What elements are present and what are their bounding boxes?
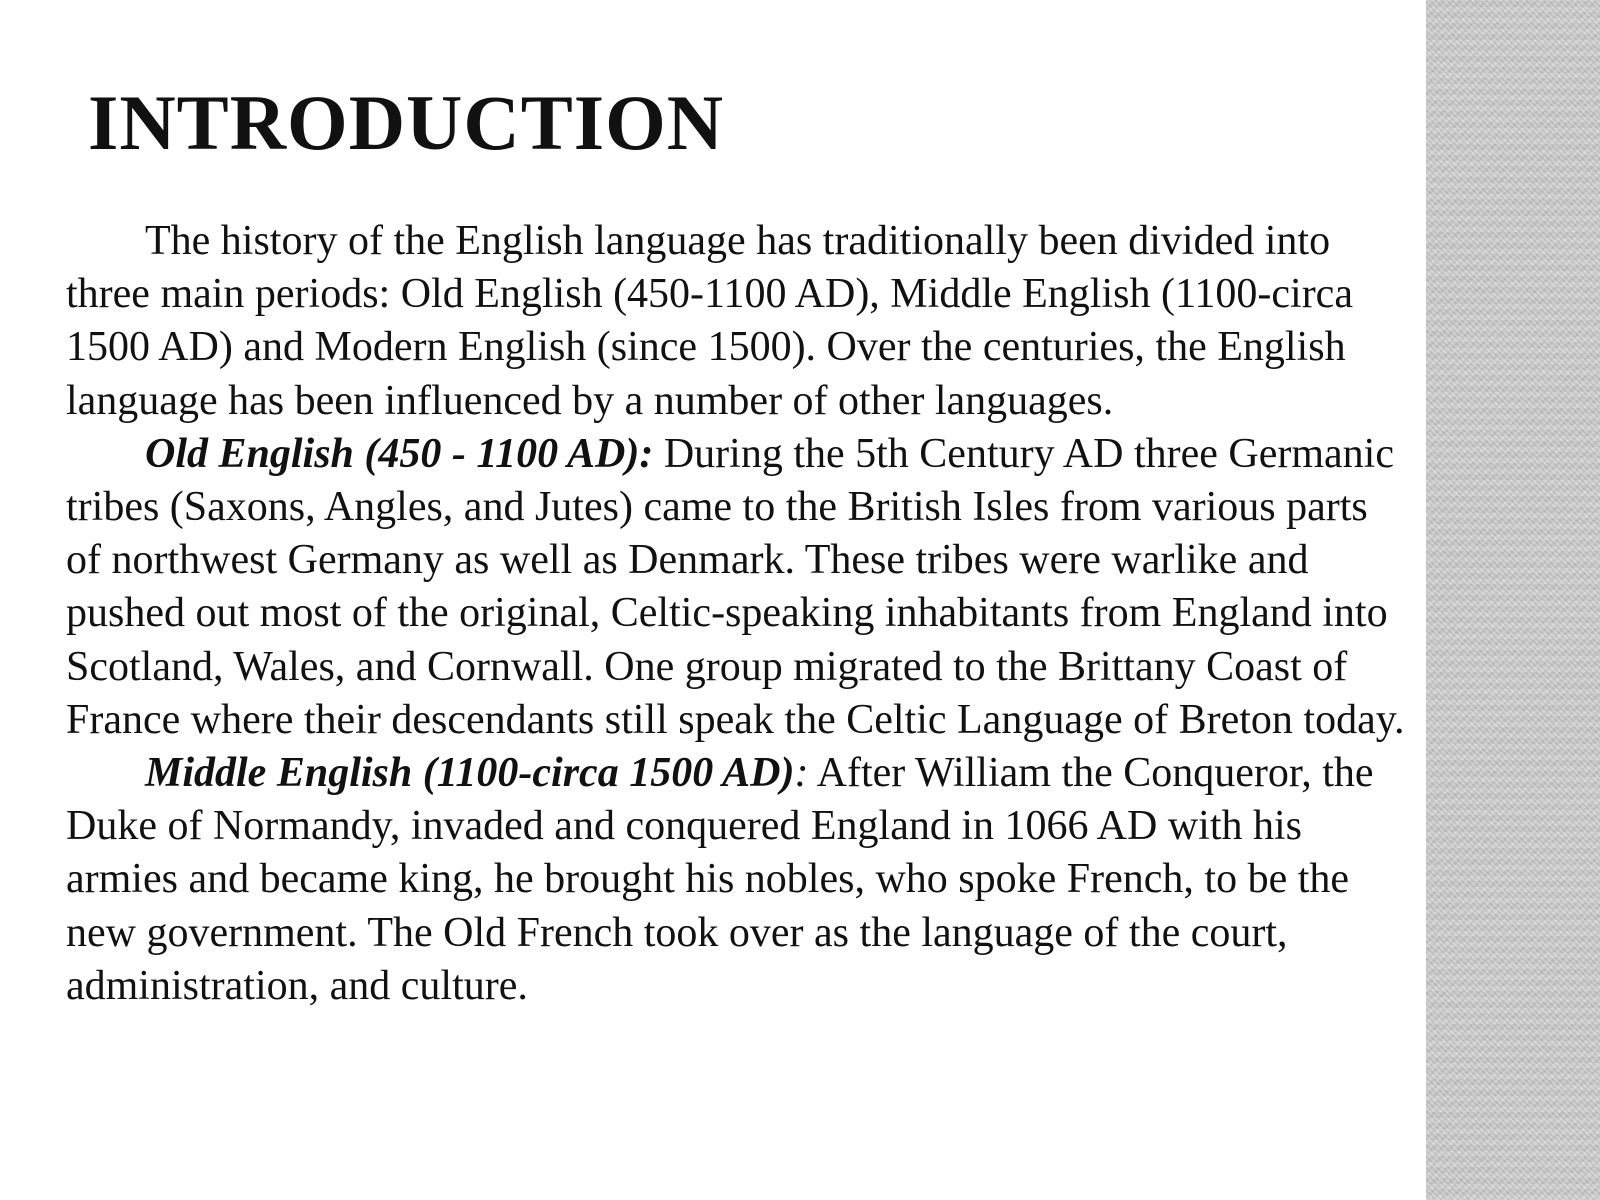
slide-title: INTRODUCTION xyxy=(88,79,725,166)
side-texture-panel xyxy=(1426,0,1600,1200)
middle-english-heading-colon: : xyxy=(794,750,809,797)
middle-english-text: After William the Conqueror, the Duke of Normandy, invaded and conquered England in 1066 AD with his armies and became king, he brought his nobles, who spoke French, to be the new government. The Old French took over as the language of the court, administration, and culture. xyxy=(66,750,1374,1009)
middle-english-heading: Middle English (1100-circa 1500 AD) xyxy=(145,750,795,797)
paragraph-old-english xyxy=(66,428,1411,747)
paragraph-intro xyxy=(66,215,1411,428)
old-english-text: During the 5th Century AD three Germanic tribes (Saxons, Angles, and Jutes) came to the British Isles from various parts of northwest Germany as well as Denmark. These tribes were warlike and pushed out most of the original, Celtic-speaking inhabitants from England into Scotland, Wales, and Cornwall. One group migrated to the Brittany Coast of France where their descendants still speak the Celtic Language of Breton today. xyxy=(66,430,1405,743)
slide-body xyxy=(66,215,1411,1013)
paragraph-intro-text: The history of the English language has traditionally been divided into three main periods: Old English (450-1100 AD), Middle English (1100-circa 1500 AD) and Modern English (since 1500). Over the centuries, the English language has been influenced by a number of other languages. xyxy=(66,218,1353,424)
paragraph-middle-english xyxy=(66,747,1411,1013)
old-english-heading: Old English (450 - 1100 AD): xyxy=(145,430,654,477)
